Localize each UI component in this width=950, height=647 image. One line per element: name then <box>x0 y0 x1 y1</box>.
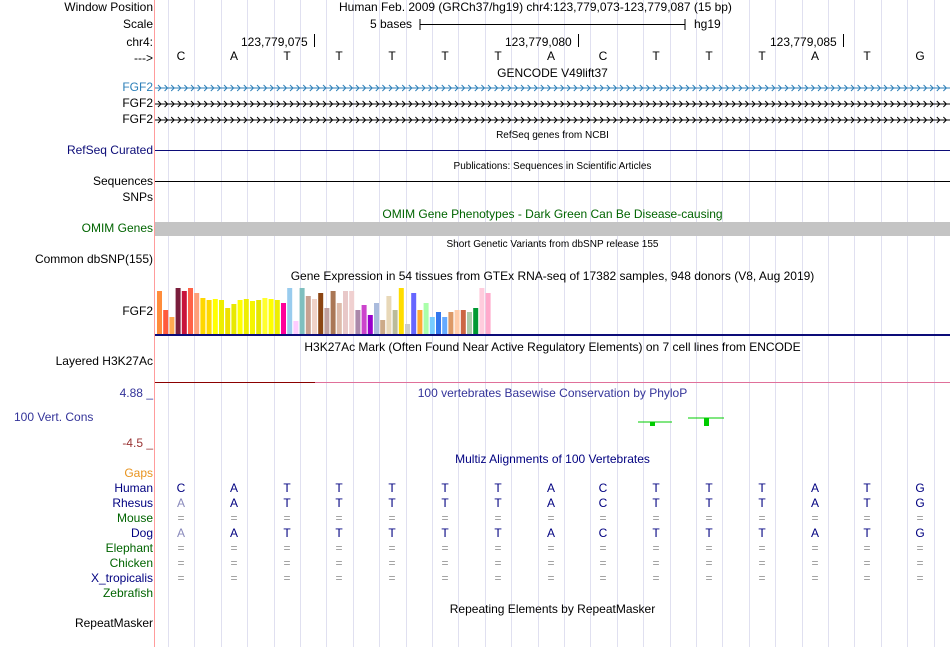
alignment-base: T <box>441 496 449 510</box>
alignment-base: = <box>388 511 396 525</box>
gencode-item-3[interactable]: FGF2 <box>122 112 153 126</box>
coord-tick-1: 123,779,075 <box>241 35 308 49</box>
alignment-base: = <box>652 571 660 585</box>
gtex-tissue-bar <box>368 315 373 334</box>
alignment-base: T <box>705 481 713 495</box>
gencode-transcripts[interactable] <box>155 80 950 126</box>
gtex-tissue-bar <box>362 305 367 334</box>
alignment-base: A <box>546 526 555 540</box>
gtex-tissue-bar <box>306 296 311 334</box>
gtex-tissue-bar <box>417 310 422 334</box>
alignment-base: = <box>916 571 924 585</box>
gtex-tissue-bar <box>442 317 447 334</box>
alignment-base: = <box>335 511 343 525</box>
alignment-base: T <box>283 496 291 510</box>
gtex-tissue-bar <box>287 288 292 334</box>
alignment-base: = <box>652 556 660 570</box>
gtex-tissue-bar <box>262 298 267 334</box>
base-letter: T <box>388 49 396 63</box>
h3k27ac-label[interactable]: Layered H3K27Ac <box>55 354 153 368</box>
alignment-base: = <box>863 556 871 570</box>
alignment-base: = <box>230 541 238 555</box>
refseq-label[interactable]: RefSeq Curated <box>66 143 153 157</box>
alignment-base: T <box>388 496 396 510</box>
alignment-base: T <box>494 526 502 540</box>
phylop-signal <box>630 410 730 430</box>
alignment-base: = <box>863 541 871 555</box>
gtex-tissue-bar <box>424 303 429 334</box>
gtex-tissue-bar <box>231 304 236 334</box>
alignment-base: = <box>388 541 396 555</box>
coord-tick-mark-2 <box>578 34 579 47</box>
alignment-base: T <box>441 481 449 495</box>
alignment-base: A <box>810 526 819 540</box>
base-letter: T <box>705 49 713 63</box>
gtex-tissue-bar <box>399 288 404 334</box>
alignment-base: T <box>441 526 449 540</box>
alignment-base: T <box>863 481 871 495</box>
alignment-base: T <box>863 496 871 510</box>
alignment-base: T <box>283 526 291 540</box>
base-letter: T <box>863 49 871 63</box>
gtex-tissue-bar <box>250 301 255 334</box>
alignment-base: C <box>598 481 608 495</box>
base-letter: C <box>176 49 186 63</box>
gtex-tissue-bar <box>411 293 416 334</box>
alignment-base: T <box>863 526 871 540</box>
alignment-base: T <box>335 526 343 540</box>
gtex-tissue-bar <box>455 310 460 334</box>
species-label[interactable]: Elephant <box>105 541 153 555</box>
gtex-tissue-bar <box>194 293 199 334</box>
alignment-base: A <box>546 481 555 495</box>
alignment-base: T <box>494 481 502 495</box>
gtex-tissue-bar <box>163 310 168 334</box>
alignment-base: = <box>705 556 713 570</box>
gtex-tissue-bar <box>275 300 280 334</box>
gencode-item-1[interactable]: FGF2 <box>122 80 153 94</box>
gtex-tissue-bar <box>293 321 298 334</box>
gtex-tissue-bar <box>374 303 379 334</box>
h3k27ac-signal-left <box>155 382 315 383</box>
alignment-base: A <box>229 481 238 495</box>
phylop-min: -4.5 _ <box>122 436 153 450</box>
alignment-base: = <box>335 541 343 555</box>
gencode-item-2[interactable]: FGF2 <box>122 96 153 110</box>
gtex-tissue-bar <box>405 324 410 334</box>
multiz-gaps-label[interactable]: Gaps <box>124 466 153 480</box>
species-label[interactable]: Zebrafish <box>102 586 153 600</box>
alignment-base: = <box>441 571 449 585</box>
gtex-tissue-bar <box>318 293 323 334</box>
alignment-base: = <box>811 541 819 555</box>
h3k27ac-track-title[interactable]: H3K27Ac Mark (Often Found Near Active Regulatory Elements) on 7 cell lines from ENCODE <box>304 340 801 354</box>
alignment-base: = <box>811 511 819 525</box>
gtex-tissue-bar <box>380 320 385 334</box>
gencode-track-title[interactable]: GENCODE V49lift37 <box>497 66 608 80</box>
scale-assembly: hg19 <box>694 17 721 31</box>
publications-label-snps[interactable]: SNPs <box>122 190 153 204</box>
alignment-base: = <box>494 511 502 525</box>
h3k27ac-signal-right <box>315 382 950 383</box>
gtex-tissue-bar <box>461 310 466 334</box>
alignment-base: = <box>177 511 185 525</box>
species-label[interactable]: Human <box>114 481 153 495</box>
gtex-tissue-bar <box>281 303 286 334</box>
dbsnp-label[interactable]: Common dbSNP(155) <box>34 252 153 266</box>
base-letter: T <box>441 49 449 63</box>
alignment-base: = <box>916 541 924 555</box>
gtex-tissue-bar <box>430 317 435 334</box>
alignment-base: T <box>758 481 766 495</box>
alignment-base: G <box>915 496 925 510</box>
alignment-base: T <box>388 526 396 540</box>
alignment-base: = <box>811 556 819 570</box>
gtex-label[interactable]: FGF2 <box>122 304 153 318</box>
scale-label: Scale <box>122 17 153 31</box>
gtex-tissue-bar <box>225 308 230 334</box>
gtex-baseline <box>155 334 950 336</box>
coord-tick-mark-3 <box>843 34 844 47</box>
alignment-base: T <box>494 496 502 510</box>
gtex-tissue-bar <box>467 312 472 334</box>
alignment-base: = <box>916 556 924 570</box>
window-position-text[interactable]: Human Feb. 2009 (GRCh37/hg19) chr4:123,779,073-123,779,087 (15 bp) <box>339 0 732 14</box>
base-letter: C <box>598 49 608 63</box>
alignment-base: = <box>494 541 502 555</box>
omim-track-title[interactable]: OMIM Gene Phenotypes - Dark Green Can Be Disease-causing <box>382 207 723 221</box>
alignment-base: = <box>230 511 238 525</box>
alignment-base: T <box>388 481 396 495</box>
alignment-base: A <box>176 526 185 540</box>
gtex-tissue-bar <box>169 317 174 334</box>
alignment-base: = <box>547 571 555 585</box>
scale-bar <box>419 17 687 32</box>
gtex-tissue-bar <box>176 288 181 334</box>
alignment-base: = <box>494 571 502 585</box>
alignment-base: = <box>230 556 238 570</box>
base-letter: A <box>546 49 555 63</box>
coord-tick-3: 123,779,085 <box>770 35 837 49</box>
alignment-base: = <box>547 556 555 570</box>
alignment-base: = <box>758 571 766 585</box>
phylop-track-title[interactable]: 100 vertebrates Basewise Conservation by PhyloP <box>417 386 688 400</box>
alignment-base: = <box>652 541 660 555</box>
gtex-tissue-bar <box>188 288 193 334</box>
alignment-base: = <box>388 571 396 585</box>
alignment-base: = <box>441 556 449 570</box>
alignment-base: = <box>441 511 449 525</box>
alignment-base: = <box>599 556 607 570</box>
window-position-label: Window Position <box>64 0 153 14</box>
alignment-base: = <box>283 571 291 585</box>
alignment-base: T <box>652 526 660 540</box>
repeatmasker-track-title[interactable]: Repeating Elements by RepeatMasker <box>449 602 656 616</box>
gtex-tissue-bar <box>331 291 336 334</box>
alignment-base: A <box>546 496 555 510</box>
gtex-tissue-bar <box>256 300 261 334</box>
alignment-base: T <box>283 481 291 495</box>
species-label[interactable]: Rhesus <box>112 496 153 510</box>
chrom-label: chr4: <box>126 35 153 49</box>
alignment-base: A <box>229 526 238 540</box>
alignment-base: = <box>177 541 185 555</box>
alignment-base: = <box>863 571 871 585</box>
omim-label[interactable]: OMIM Genes <box>81 221 153 235</box>
alignment-base: G <box>915 526 925 540</box>
alignment-base: T <box>335 496 343 510</box>
alignment-base: = <box>705 511 713 525</box>
alignment-base: = <box>283 556 291 570</box>
base-letter: A <box>229 49 238 63</box>
alignment-base: = <box>177 556 185 570</box>
base-letter: T <box>283 49 291 63</box>
alignment-base: = <box>652 511 660 525</box>
refseq-gene-line[interactable] <box>155 150 950 151</box>
alignment-base: G <box>915 481 925 495</box>
publications-label-sequences[interactable]: Sequences <box>92 174 153 188</box>
gtex-tissue-bar <box>269 299 274 334</box>
gtex-tissue-bar <box>337 303 342 334</box>
alignment-base: = <box>177 571 185 585</box>
gtex-tissue-bar <box>343 291 348 334</box>
scale-text: 5 bases <box>370 17 413 31</box>
gtex-tissue-bar <box>312 299 317 334</box>
alignment-base: = <box>283 541 291 555</box>
alignment-base: = <box>599 511 607 525</box>
gtex-tissue-bar <box>324 308 329 334</box>
gtex-tissue-bar <box>436 312 441 334</box>
species-label[interactable]: Chicken <box>109 556 153 570</box>
gtex-tissue-bar <box>479 288 484 334</box>
gtex-tissue-bar <box>300 288 305 334</box>
species-label[interactable]: Mouse <box>116 511 153 525</box>
base-letter: T <box>494 49 502 63</box>
dbsnp-track-title[interactable]: Short Genetic Variants from dbSNP release 155 <box>446 239 659 250</box>
gtex-tissue-bar <box>207 300 212 334</box>
gtex-tissue-bar <box>386 296 391 334</box>
alignment-base: = <box>441 541 449 555</box>
species-label[interactable]: Dog <box>130 526 153 540</box>
alignment-base: = <box>283 511 291 525</box>
species-label[interactable]: X_tropicalis <box>90 571 153 585</box>
gtex-tissue-bar <box>200 298 205 334</box>
gtex-tissue-bar <box>157 291 162 334</box>
alignment-base: = <box>599 541 607 555</box>
alignment-base: A <box>810 481 819 495</box>
alignment-base: C <box>176 481 186 495</box>
alignment-base: T <box>652 496 660 510</box>
alignment-base: = <box>705 571 713 585</box>
alignment-base: = <box>916 511 924 525</box>
gtex-tissue-bar <box>448 312 453 334</box>
alignment-base: C <box>598 496 608 510</box>
strand-label: ---> <box>134 51 153 65</box>
alignment-base: = <box>547 511 555 525</box>
alignment-base: = <box>863 511 871 525</box>
gtex-track-title[interactable]: Gene Expression in 54 tissues from GTEx RNA-seq of 17382 samples, 948 donors (V8, Aug 2019) <box>290 269 815 283</box>
alignment-base: = <box>758 556 766 570</box>
phylop-label[interactable]: 100 Vert. Cons <box>14 410 94 424</box>
omim-feature-bar[interactable] <box>155 222 950 236</box>
alignment-base: = <box>811 571 819 585</box>
gtex-tissue-bar <box>213 299 218 334</box>
base-letter: G <box>915 49 925 63</box>
multiz-track-title[interactable]: Multiz Alignments of 100 Vertebrates <box>455 452 650 466</box>
alignment-base: = <box>758 541 766 555</box>
gtex-tissue-bar <box>244 299 249 334</box>
alignment-base: = <box>388 556 396 570</box>
gtex-tissue-bar <box>349 291 354 334</box>
alignment-base: = <box>599 571 607 585</box>
gtex-tissue-bar <box>393 310 398 334</box>
alignment-base: A <box>176 496 185 510</box>
alignment-base: = <box>494 556 502 570</box>
publications-track-title[interactable]: Publications: Sequences in Scientific Articles <box>453 161 652 172</box>
base-letter: T <box>758 49 766 63</box>
gtex-tissue-bar <box>355 310 360 334</box>
base-letter: T <box>652 49 660 63</box>
alignment-base: T <box>705 526 713 540</box>
coord-tick-2: 123,779,080 <box>505 35 572 49</box>
coord-tick-mark-1 <box>314 34 315 47</box>
alignment-base: = <box>335 571 343 585</box>
gtex-tissue-bar <box>219 300 224 334</box>
gtex-tissue-bar <box>182 291 187 334</box>
base-letter: T <box>335 49 343 63</box>
gtex-tissue-bar <box>473 308 478 334</box>
alignment-base: T <box>758 526 766 540</box>
gtex-barchart[interactable] <box>155 284 555 334</box>
alignment-base: = <box>230 571 238 585</box>
repeatmasker-label[interactable]: RepeatMasker <box>74 616 153 630</box>
gtex-tissue-bar <box>486 293 491 334</box>
alignment-base: T <box>335 481 343 495</box>
refseq-track-title[interactable]: RefSeq genes from NCBI <box>496 130 609 141</box>
alignment-base: A <box>810 496 819 510</box>
alignment-base: A <box>229 496 238 510</box>
base-letter: A <box>810 49 819 63</box>
alignment-base: T <box>652 481 660 495</box>
alignment-base: T <box>758 496 766 510</box>
phylop-max: 4.88 _ <box>119 386 153 400</box>
alignment-base: = <box>547 541 555 555</box>
publications-line[interactable] <box>155 181 950 182</box>
alignment-base: C <box>598 526 608 540</box>
gtex-tissue-bar <box>238 300 243 334</box>
alignment-base: = <box>705 541 713 555</box>
alignment-base: = <box>758 511 766 525</box>
alignment-base: T <box>705 496 713 510</box>
alignment-base: = <box>335 556 343 570</box>
